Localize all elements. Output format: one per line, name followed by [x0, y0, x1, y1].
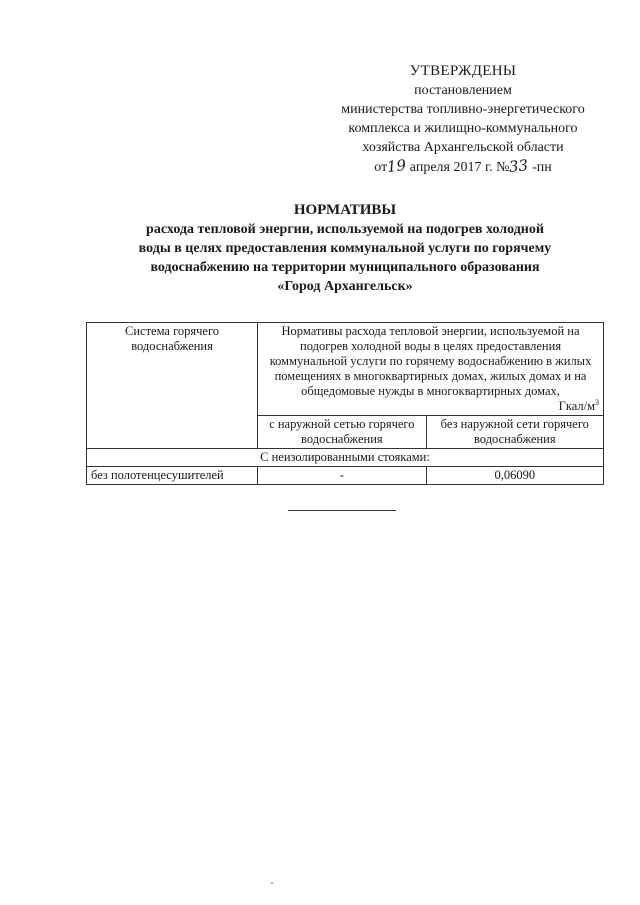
title-line: «Город Архангельск» [277, 279, 413, 294]
subheader-without-network: без наружной сети горячего водоснабжения [426, 416, 603, 449]
approval-line: министерства топливно-энергетического [341, 102, 585, 117]
handwritten-day: 19 [386, 156, 408, 176]
subheader-with-network: с наружной сетью горячего водоснабжения [258, 416, 427, 449]
table-row [87, 467, 604, 485]
scan-speck [271, 882, 273, 884]
header-system-cell [87, 323, 258, 449]
header-system-text: Система горячего водоснабжения [125, 324, 220, 353]
norms-table [86, 322, 604, 485]
approval-line: комплекса и жилищно-коммунального [348, 121, 578, 136]
title-line: воды в целях предоставления коммунальной услуги по горячему [138, 241, 552, 256]
approval-heading: УТВЕРЖДЕНЫ [409, 63, 517, 79]
header-norms-text: Нормативы расхода тепловой энергии, используемой на подогрев холодной воды в целях предоставления коммунальной услуги по горячему водоснабжению в жилых помещениях в многоквартирных домах, жилых домах и на общедомовые нужды в многоквартирных домах, [269, 324, 592, 398]
document-title [90, 201, 600, 296]
approval-stamp [322, 62, 604, 177]
handwritten-number: 33 [508, 156, 530, 176]
title-heading: НОРМАТИВЫ [293, 202, 397, 218]
date-middle: апреля 2017 г. № [409, 160, 510, 175]
approval-line: хозяйства Архангельской области [362, 140, 564, 155]
date-suffix: -пн [532, 160, 552, 175]
approval-line: постановлением [414, 83, 512, 98]
date-prefix: от [374, 160, 388, 175]
row-system: без полотенцесушителей [87, 467, 258, 485]
approval-date-line [322, 157, 604, 177]
table-header-row [87, 323, 604, 416]
header-norms-cell [258, 323, 604, 416]
row-with-network: - [258, 467, 427, 485]
unit-superscript: 3 [595, 397, 599, 407]
closing-rule [288, 510, 396, 511]
header-unit [262, 399, 599, 414]
unit-text: Гкал/м [558, 399, 595, 413]
title-line: расхода тепловой энергии, используемой на подогрев холодной [146, 222, 544, 237]
section-label: С неизолированными стояками: [87, 449, 604, 467]
row-without-network: 0,06090 [426, 467, 603, 485]
table-section-row [87, 449, 604, 467]
title-line: водоснабжению на территории муниципального образования [150, 260, 540, 275]
